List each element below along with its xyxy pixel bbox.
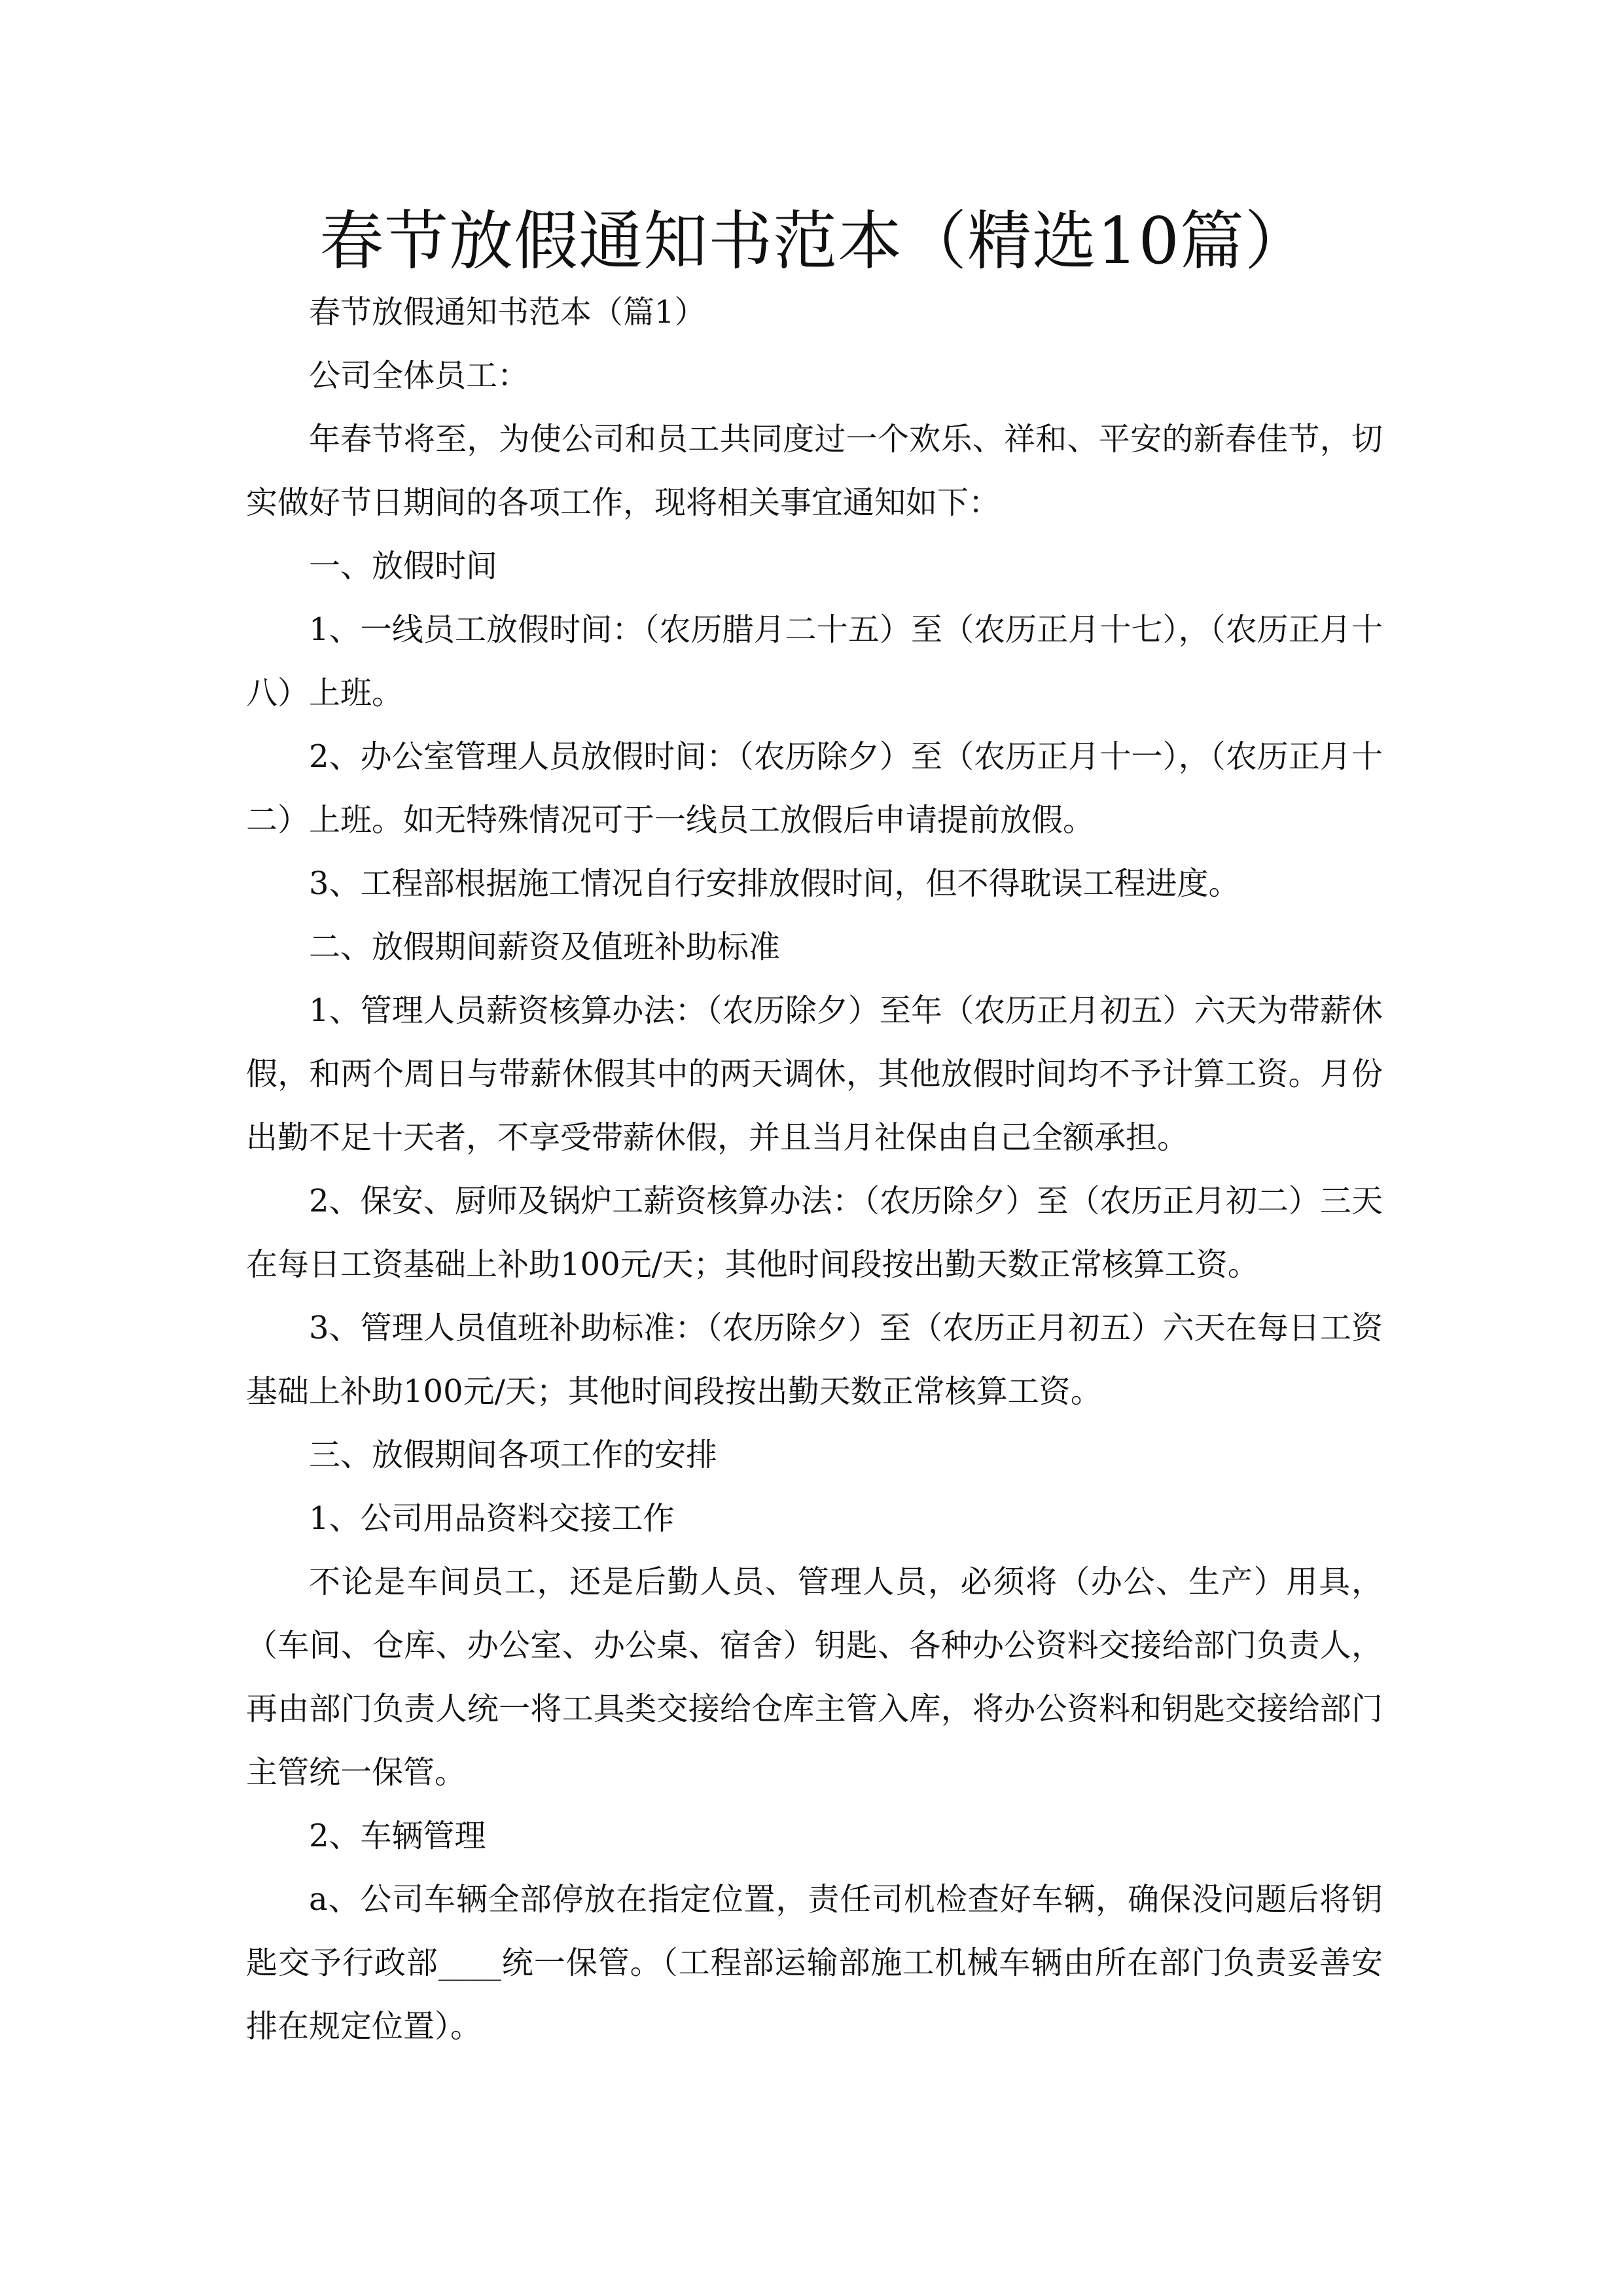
salutation: 公司全体员工： (309, 357, 529, 394)
paragraph: 2、保安、厨师及锅炉工薪资核算办法：（农历除夕）至（农历正月初二）三天在每日工资基础上补助100元/天；其他时间段按出勤天数正常核算工资。 (246, 1183, 1383, 1283)
intro-paragraph: 年春节将至，为使公司和员工共同度过一个欢乐、祥和、平安的新春佳节，切实做好节日期间的各项工作，现将相关事宜通知如下： (246, 421, 1383, 521)
paragraph: a、公司车辆全部停放在指定位置，责任司机检查好车辆，确保没问题后将钥匙交予行政部____统一保管。（工程部运输部施工机械车辆由所在部门负责妥善安排在规定位置）。 (246, 1881, 1383, 2045)
document-title: 春节放假通知书范本（精选10篇） (319, 204, 1310, 279)
paragraph: 1、一线员工放假时间：（农历腊月二十五）至（农历正月十七），（农历正月十八）上班。 (246, 611, 1383, 711)
paragraph: 不论是车间员工，还是后勤人员、管理人员，必须将（办公、生产）用具，（车间、仓库、办公室、办公桌、宿舍）钥匙、各种办公资料交接给部门负责人，再由部门负责人统一将工具类交接给仓库主管入库，将办公资料和钥匙交接给部门主管统一保管。 (246, 1564, 1383, 1791)
heading-holiday-time: 一、放假时间 (309, 548, 498, 584)
paragraph: 1、管理人员薪资核算办法：（农历除夕）至年（农历正月初五）六天为带薪休假，和两个周日与带薪休假其中的两天调休，其他放假时间均不予计算工资。月份出勤不足十天者，不享受带薪休假，并且当月社保由自己全额承担。 (246, 992, 1383, 1156)
heading-salary: 二、放假期间薪资及值班补助标准 (309, 929, 781, 965)
paragraph: 3、管理人员值班补助标准：（农历除夕）至（农历正月初五）六天在每日工资基础上补助100元/天；其他时间段按出勤天数正常核算工资。 (246, 1310, 1383, 1410)
document-page (246, 202, 1383, 2058)
subheading: 2、车辆管理 (309, 1818, 486, 1854)
subheading: 1、公司用品资料交接工作 (309, 1500, 675, 1537)
heading-work-arrangement: 三、放假期间各项工作的安排 (309, 1437, 718, 1473)
paragraph: 2、办公室管理人员放假时间：（农历除夕）至（农历正月十一），（农历正月十二）上班。如无特殊情况可于一线员工放假后申请提前放假。 (246, 738, 1383, 838)
paragraph: 3、工程部根据施工情况自行安排放假时间，但不得耽误工程进度。 (309, 865, 1240, 902)
section-heading: 春节放假通知书范本（篇1） (309, 294, 706, 331)
